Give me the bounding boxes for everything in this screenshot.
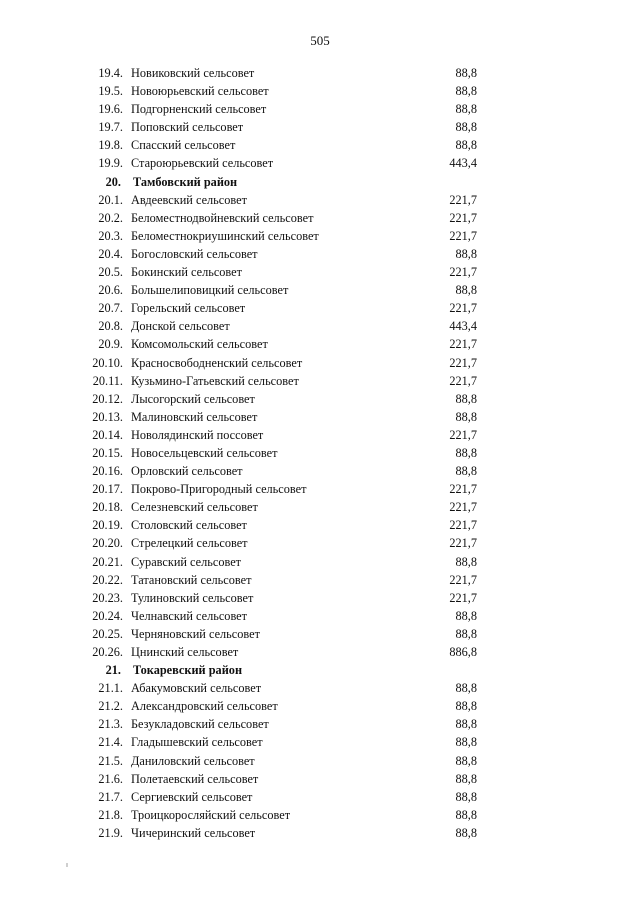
table-row — [0, 643, 640, 661]
row-value: 88,8 — [455, 84, 477, 99]
table-row — [0, 426, 640, 444]
row-number: 20.15. — [92, 445, 123, 460]
settlement-name: Богословский сельсовет — [131, 246, 258, 261]
row-number: 21.4. — [98, 735, 123, 750]
row-value: 221,7 — [449, 518, 477, 533]
settlement-name: Горельский сельсовет — [131, 301, 246, 316]
row-value: 88,8 — [455, 102, 477, 117]
settlement-name: Черняновский сельсовет — [131, 626, 260, 641]
settlement-name: Беломестнодвойневский сельсовет — [131, 210, 314, 225]
settlement-name: Селезневский сельсовет — [131, 500, 258, 515]
row-number: 19.6. — [98, 102, 123, 117]
row-value: 88,8 — [455, 391, 477, 406]
row-number: 20.7. — [98, 301, 123, 316]
row-value: 88,8 — [455, 445, 477, 460]
row-value: 221,7 — [449, 355, 477, 370]
row-value: 221,7 — [449, 482, 477, 497]
row-value: 88,8 — [455, 753, 477, 768]
row-number: 20.19. — [92, 518, 123, 533]
table-row — [0, 462, 640, 480]
row-value: 88,8 — [455, 409, 477, 424]
settlement-name: Сергиевский сельсовет — [131, 789, 253, 804]
settlement-name: Поповский сельсовет — [131, 120, 244, 135]
table-row — [0, 245, 640, 263]
table-row — [0, 354, 640, 372]
district-header-row — [0, 173, 640, 191]
settlement-name: Орловский сельсовет — [131, 464, 243, 479]
table-row — [0, 806, 640, 824]
table-row — [0, 625, 640, 643]
settlement-name: Цнинский сельсовет — [131, 645, 239, 659]
table-row — [0, 752, 640, 770]
row-number: 20.12. — [92, 391, 123, 406]
table-row — [0, 299, 640, 317]
table-row — [0, 227, 640, 245]
table-row — [0, 770, 640, 788]
table-row — [0, 589, 640, 607]
table-row — [0, 697, 640, 715]
row-value: 886,8 — [449, 645, 477, 659]
row-value: 88,8 — [455, 464, 477, 479]
row-value: 88,8 — [455, 120, 477, 135]
margin-mark — [66, 863, 68, 867]
row-number: 20.13. — [92, 409, 123, 424]
row-number: 21.3. — [98, 717, 123, 732]
table-row — [0, 100, 640, 118]
row-number: 21.7. — [98, 789, 123, 804]
settlement-name: Даниловский сельсовет — [131, 753, 255, 768]
settlement-name: Лысогорский сельсовет — [131, 391, 255, 406]
row-number: 21.5. — [98, 753, 123, 768]
table-row — [0, 733, 640, 751]
row-number: 20.8. — [98, 319, 123, 334]
row-number: 20.22. — [92, 572, 123, 587]
row-number: 19.5. — [98, 84, 123, 99]
table-row — [0, 390, 640, 408]
settlement-name: Безукладовский сельсовет — [131, 717, 269, 732]
table-row — [0, 444, 640, 462]
row-number: 21.9. — [98, 825, 123, 840]
table-row — [0, 516, 640, 534]
table-row — [0, 372, 640, 390]
settlement-name: Большелиповицкий сельсовет — [131, 283, 289, 298]
settlement-name: Челнавский сельсовет — [131, 608, 248, 623]
table-row — [0, 281, 640, 299]
settlement-name: Тулиновский сельсовет — [131, 590, 254, 605]
row-number: 20.6. — [98, 283, 123, 298]
table-row — [0, 553, 640, 571]
row-value: 221,7 — [449, 373, 477, 388]
settlement-name: Беломестнокриушинский сельсовет — [131, 228, 319, 243]
page-number: 505 — [310, 33, 330, 48]
settlement-name: Гладышевский сельсовет — [131, 735, 263, 750]
settlement-name: Новосельцевский сельсовет — [131, 445, 278, 460]
row-number: 20.4. — [98, 246, 123, 261]
table-row — [0, 498, 640, 516]
table-row — [0, 82, 640, 100]
settlement-name: Троицкоросляйский сельсовет — [131, 807, 291, 822]
table-row — [0, 534, 640, 552]
row-value: 88,8 — [455, 554, 477, 569]
row-number: 20.11. — [92, 373, 123, 388]
row-number: 20.10. — [92, 355, 123, 370]
settlement-name: Кузьмино-Гатьевский сельсовет — [131, 373, 299, 388]
row-value: 88,8 — [455, 717, 477, 732]
row-value: 88,8 — [455, 789, 477, 804]
settlement-name: Староюрьевский сельсовет — [131, 156, 274, 171]
row-number: 19.4. — [98, 66, 123, 80]
row-value: 221,7 — [449, 228, 477, 243]
row-value: 221,7 — [449, 265, 477, 280]
settlement-name: Подгорненский сельсовет — [131, 102, 267, 117]
settlement-name: Спасский сельсовет — [131, 138, 236, 153]
table-row — [0, 408, 640, 426]
table-row — [0, 191, 640, 209]
row-number: 20.14. — [92, 427, 123, 442]
row-number: 21.6. — [98, 771, 123, 786]
row-number: 21. — [105, 663, 121, 678]
table-row — [0, 335, 640, 353]
row-value: 88,8 — [455, 626, 477, 641]
table-row — [0, 263, 640, 281]
row-value: 88,8 — [455, 771, 477, 786]
settlement-name: Донской сельсовет — [131, 319, 230, 334]
allocation-table — [0, 64, 640, 842]
row-value: 88,8 — [455, 699, 477, 714]
settlement-name: Бокинский сельсовет — [131, 265, 242, 280]
settlement-name: Абакумовский сельсовет — [131, 681, 262, 696]
row-number: 20.25. — [92, 626, 123, 641]
row-value: 221,7 — [449, 192, 477, 207]
settlement-name: Чичеринский сельсовет — [131, 825, 256, 840]
row-value: 88,8 — [455, 735, 477, 750]
settlement-name: Покрово-Пригородный сельсовет — [131, 482, 307, 497]
row-value: 88,8 — [455, 608, 477, 623]
district-name: Токаревский район — [133, 663, 243, 678]
settlement-name: Столовский сельсовет — [131, 518, 247, 533]
table-row — [0, 136, 640, 154]
row-number: 19.7. — [98, 120, 123, 135]
settlement-name: Новолядинский поссовет — [131, 427, 264, 442]
row-value: 221,7 — [449, 337, 477, 352]
row-value: 88,8 — [455, 807, 477, 822]
row-value: 221,7 — [449, 536, 477, 551]
row-number: 20.16. — [92, 464, 123, 479]
table-row — [0, 317, 640, 335]
table-row — [0, 118, 640, 136]
settlement-name: Новиковский сельсовет — [131, 66, 255, 80]
table-row — [0, 64, 640, 82]
row-value: 221,7 — [449, 590, 477, 605]
row-value: 88,8 — [455, 246, 477, 261]
row-value: 88,8 — [455, 138, 477, 153]
row-number: 20.3. — [98, 228, 123, 243]
row-number: 21.8. — [98, 807, 123, 822]
settlement-name: Новоюрьевский сельсовет — [131, 84, 269, 99]
settlement-name: Суравский сельсовет — [131, 554, 242, 569]
settlement-name: Красносвободненский сельсовет — [131, 355, 303, 370]
row-number: 20.26. — [92, 645, 123, 659]
table-row — [0, 788, 640, 806]
row-number: 20.2. — [98, 210, 123, 225]
row-value: 221,7 — [449, 210, 477, 225]
settlement-name: Татановский сельсовет — [131, 572, 252, 587]
settlement-name: Комсомольский сельсовет — [131, 337, 268, 352]
row-value: 221,7 — [449, 301, 477, 316]
row-number: 21.2. — [98, 699, 123, 714]
row-number: 20.9. — [98, 337, 123, 352]
row-number: 21.1. — [98, 681, 123, 696]
row-value: 443,4 — [449, 156, 477, 171]
table-row — [0, 715, 640, 733]
table-row — [0, 480, 640, 498]
table-row — [0, 824, 640, 842]
row-value: 443,4 — [449, 319, 477, 334]
settlement-name: Стрелецкий сельсовет — [131, 536, 248, 551]
table-row — [0, 571, 640, 589]
settlement-name: Малиновский сельсовет — [131, 409, 258, 424]
row-number: 20.20. — [92, 536, 123, 551]
table-row — [0, 154, 640, 172]
row-value: 88,8 — [455, 66, 477, 80]
row-number: 20.1. — [98, 192, 123, 207]
row-value: 221,7 — [449, 427, 477, 442]
row-value: 221,7 — [449, 572, 477, 587]
row-number: 20.5. — [98, 265, 123, 280]
district-header-row — [0, 661, 640, 679]
settlement-name: Полетаевский сельсовет — [131, 771, 259, 786]
district-name: Тамбовский район — [133, 174, 238, 189]
row-value: 88,8 — [455, 825, 477, 840]
settlement-name: Авдеевский сельсовет — [131, 192, 247, 207]
table-row — [0, 679, 640, 697]
row-value: 88,8 — [455, 681, 477, 696]
row-value: 88,8 — [455, 283, 477, 298]
row-number: 20. — [105, 174, 121, 189]
row-number: 19.9. — [98, 156, 123, 171]
row-number: 20.21. — [92, 554, 123, 569]
settlement-name: Александровский сельсовет — [131, 699, 278, 714]
table-row — [0, 607, 640, 625]
row-number: 20.23. — [92, 590, 123, 605]
table-row — [0, 209, 640, 227]
row-number: 20.24. — [92, 608, 123, 623]
row-number: 19.8. — [98, 138, 123, 153]
row-value: 221,7 — [449, 500, 477, 515]
row-number: 20.18. — [92, 500, 123, 515]
row-number: 20.17. — [92, 482, 123, 497]
